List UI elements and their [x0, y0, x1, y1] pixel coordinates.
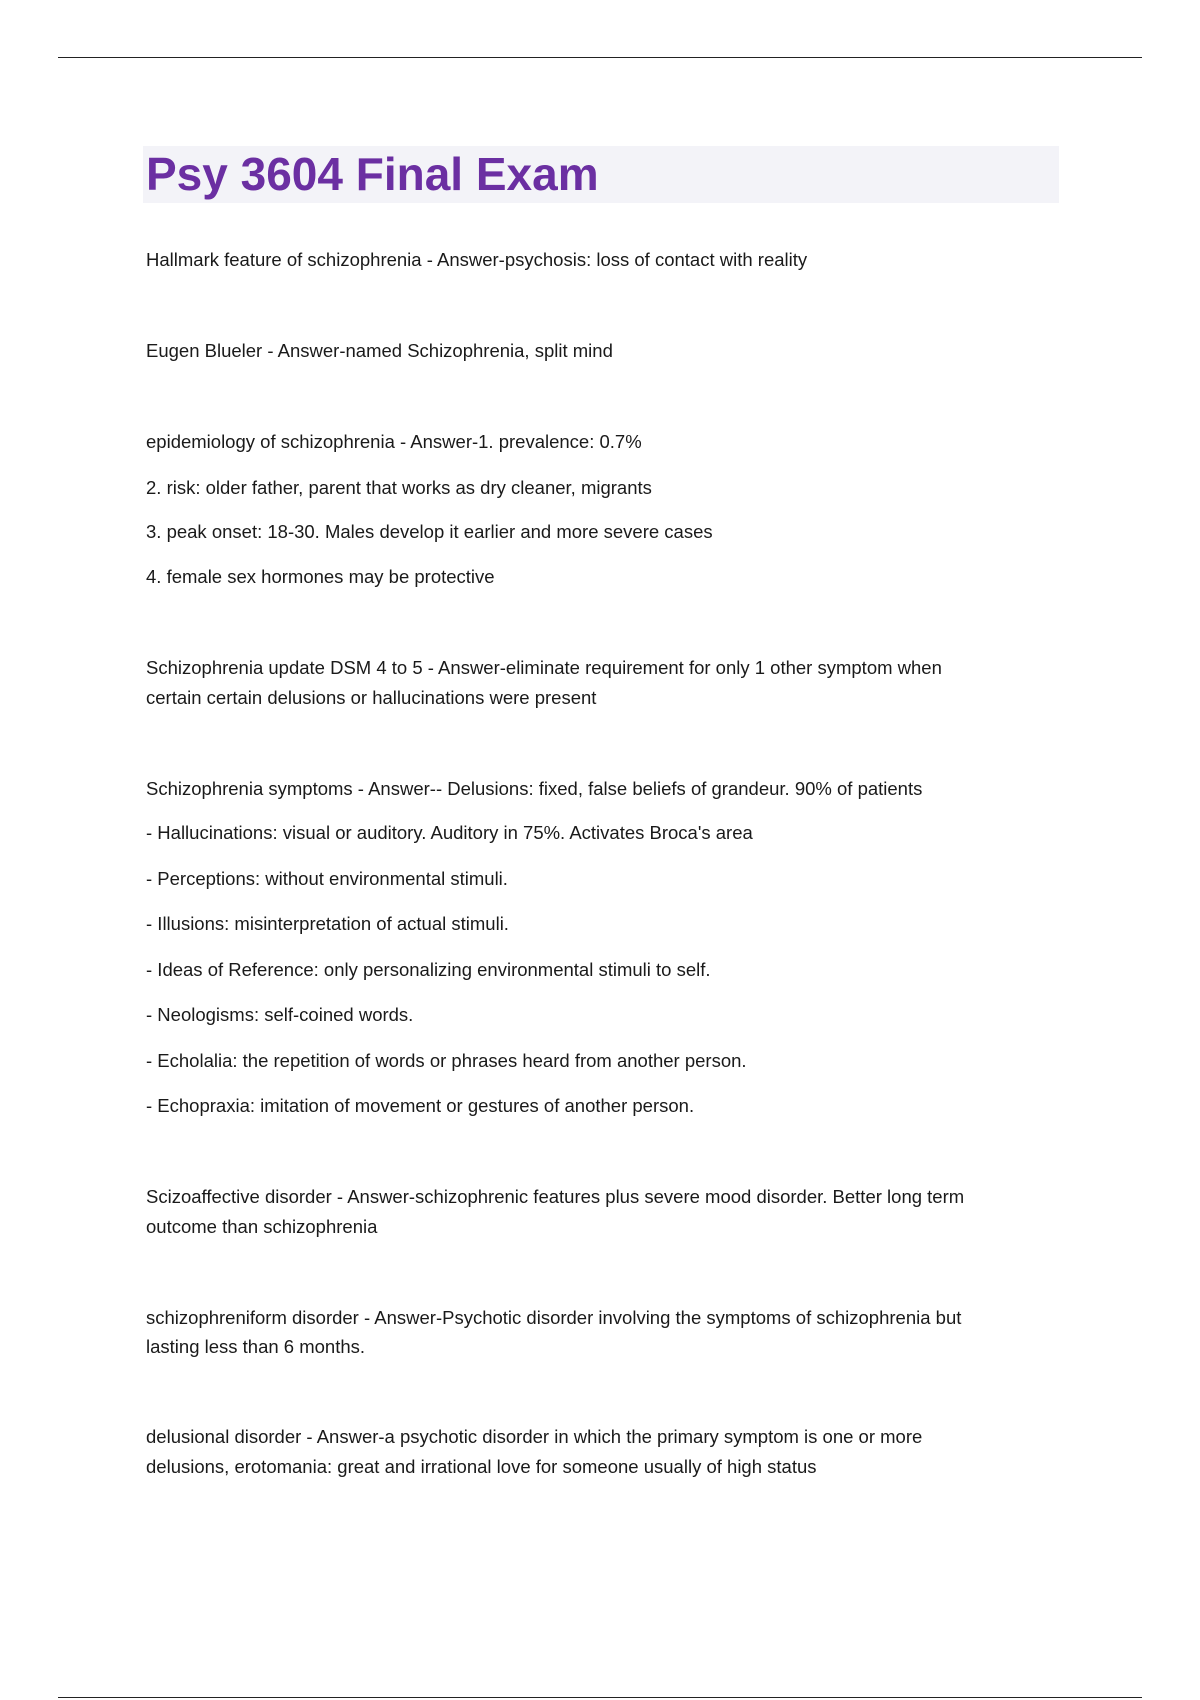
bottom-rule [58, 1697, 1142, 1698]
qa-line: - Illusions: misinterpretation of actual stimuli. [146, 913, 509, 934]
qa-line: 4. female sex hormones may be protective [146, 566, 495, 587]
qa-line: Schizophrenia symptoms - Answer-- Delusions: fixed, false beliefs of grandeur. 90% of patients [146, 778, 923, 799]
qa-line: Scizoaffective disorder - Answer-schizophrenic features plus severe mood disorder. Better long term [146, 1186, 965, 1207]
qa-line: 2. risk: older father, parent that works as dry cleaner, migrants [146, 477, 652, 498]
qa-line: 3. peak onset: 18-30. Males develop it earlier and more severe cases [146, 521, 713, 542]
qa-line: - Ideas of Reference: only personalizing environmental stimuli to self. [146, 959, 711, 980]
qa-line: lasting less than 6 months. [146, 1336, 366, 1357]
page-title: Psy 3604 Final Exam [146, 148, 599, 200]
qa-line: Hallmark feature of schizophrenia - Answer-psychosis: loss of contact with reality [146, 249, 808, 270]
qa-line: - Neologisms: self-coined words. [146, 1004, 414, 1025]
qa-line: delusional disorder - Answer-a psychotic disorder in which the primary symptom is one or more [146, 1426, 923, 1447]
qa-line: - Hallucinations: visual or auditory. Auditory in 75%. Activates Broca's area [146, 822, 753, 843]
top-rule [58, 57, 1142, 58]
qa-line: - Echolalia: the repetition of words or phrases heard from another person. [146, 1050, 747, 1071]
qa-line: outcome than schizophrenia [146, 1216, 378, 1237]
qa-line: epidemiology of schizophrenia - Answer-1. prevalence: 0.7% [146, 431, 642, 452]
qa-line: - Echopraxia: imitation of movement or gestures of another person. [146, 1095, 695, 1116]
qa-line: - Perceptions: without environmental stimuli. [146, 868, 508, 889]
qa-line: Schizophrenia update DSM 4 to 5 - Answer-eliminate requirement for only 1 other symptom when [146, 657, 942, 678]
qa-line: delusions, erotomania: great and irrational love for someone usually of high status [146, 1456, 817, 1477]
qa-line: schizophreniform disorder - Answer-Psychotic disorder involving the symptoms of schizophrenia but [146, 1307, 962, 1328]
qa-line: certain certain delusions or hallucinations were present [146, 687, 597, 708]
qa-line: Eugen Blueler - Answer-named Schizophrenia, split mind [146, 340, 613, 361]
